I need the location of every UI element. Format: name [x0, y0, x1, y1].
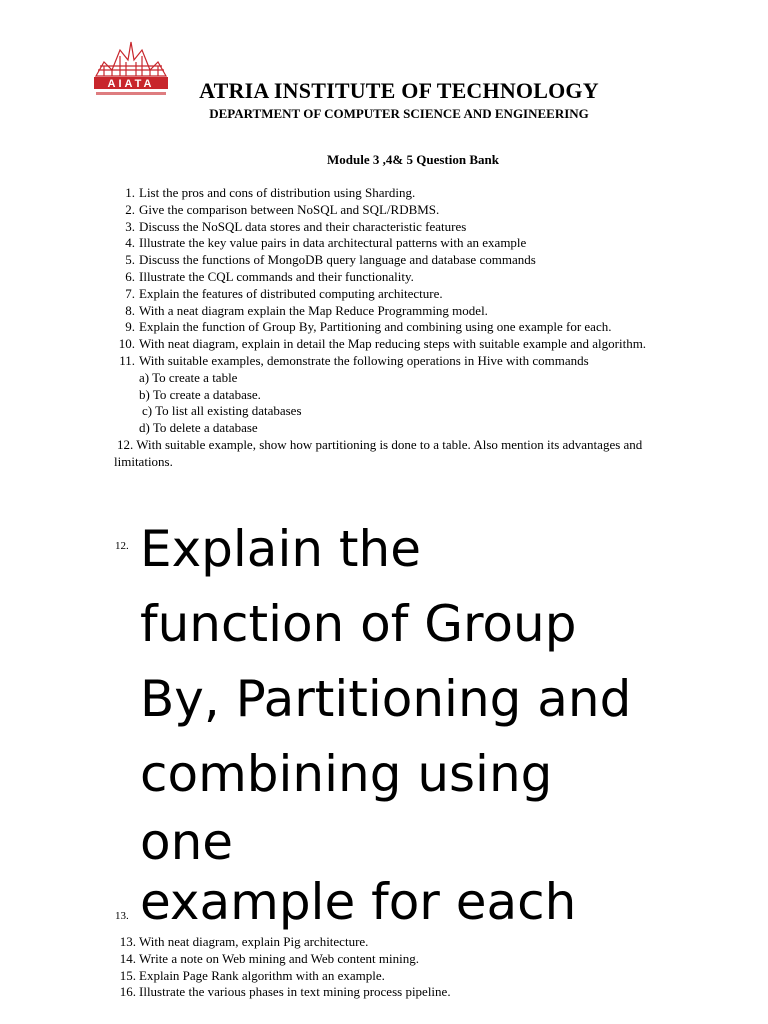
- department-name: DEPARTMENT OF COMPUTER SCIENCE AND ENGINEERING: [209, 106, 589, 121]
- question-list: [0, 185, 768, 471]
- list-item: 16. Illustrate the various phases in text mining process pipeline.: [119, 984, 451, 1000]
- page-title: Module 3 ,4& 5 Question Bank: [327, 152, 499, 167]
- list-item: 5. Discuss the functions of MongoDB query language and database commands: [125, 252, 536, 268]
- institute-name: ATRIA INSTITUTE OF TECHNOLOGY: [199, 78, 599, 103]
- large-text-line: By, Partitioning and: [140, 670, 632, 728]
- list-item: 11. With suitable examples, demonstrate the following operations in Hive with commands: [119, 352, 589, 368]
- large-text-line: Explain the: [140, 520, 421, 578]
- list-item: 1. List the pros and cons of distribution using Sharding.: [125, 185, 416, 200]
- list-item: 2. Give the comparison between NoSQL and SQL/RDBMS.: [125, 201, 440, 217]
- large-text-line: one: [140, 813, 234, 871]
- large-text-line: combining using: [140, 745, 553, 803]
- sub-item: b) To create a database.: [139, 386, 261, 402]
- list-item: 15. Explain Page Rank algorithm with an example.: [119, 967, 385, 983]
- list-item: 7. Explain the features of distributed computing architecture.: [125, 285, 443, 301]
- list-item: 9. Explain the function of Group By, Partitioning and combining using one example for each.: [125, 319, 612, 335]
- question-list-tail: [0, 934, 768, 1001]
- svg-text:AIATA: AIATA: [107, 78, 155, 90]
- large-text-line: example for each: [140, 873, 577, 931]
- big-list-number: 12.: [115, 540, 129, 552]
- large-text-block: [140, 512, 740, 932]
- list-item: 4. Illustrate the key value pairs in data architectural patterns with an example: [125, 235, 527, 251]
- big-list-number: 13.: [115, 910, 129, 922]
- list-item: 12. With suitable example, show how partitioning is done to a table. Also mention its advantages and limitations.: [114, 436, 643, 469]
- list-item: 10. With neat diagram, explain in detail the Map reducing steps with suitable example and algorithm.: [118, 336, 647, 352]
- sub-item: a) To create a table: [139, 369, 238, 385]
- list-item: 6. Illustrate the CQL commands and their functionality.: [125, 268, 414, 284]
- list-item: 13. With neat diagram, explain Pig architecture.: [119, 934, 369, 949]
- sub-item: c) To list all existing databases: [142, 403, 302, 419]
- sub-item: d) To delete a database: [139, 420, 258, 436]
- list-item: 3. Discuss the NoSQL data stores and their characteristic features: [125, 218, 467, 234]
- list-item: 8. With a neat diagram explain the Map Reduce Programming model.: [125, 302, 488, 318]
- large-text-line: function of Group: [140, 595, 577, 653]
- list-item: 14. Write a note on Web mining and Web content mining.: [119, 950, 419, 966]
